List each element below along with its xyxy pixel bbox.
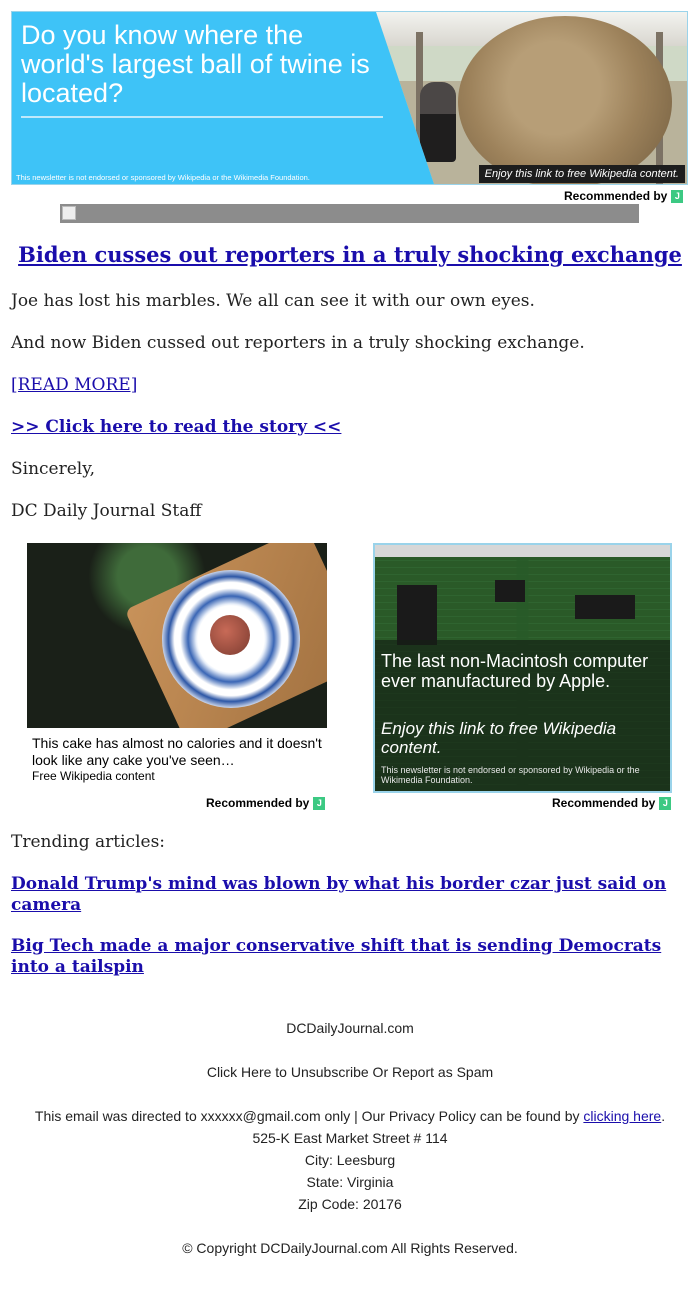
footer-state: State: Virginia	[306, 1174, 394, 1190]
recommended-card-cake[interactable]	[27, 543, 327, 783]
recommended-by-top[interactable]	[564, 189, 683, 203]
footer-city: City: Leesburg	[304, 1152, 396, 1168]
card-cake-source: Free Wikipedia content	[32, 769, 155, 783]
article-title-link[interactable]: Biden cusses out reporters in a truly shocking exchange	[18, 242, 682, 267]
card-apple-headline: The last non-Macintosh computer ever manufactured by Apple.	[381, 651, 649, 691]
broken-image-icon	[62, 206, 76, 220]
footer-zip: Zip Code: 20176	[298, 1196, 402, 1212]
ball-of-twine	[458, 16, 672, 185]
ad-disclaimer: This newsletter is not endorsed or sponsored by Wikipedia or the Wikimedia Foundation.	[16, 173, 310, 182]
recommended-by-left[interactable]	[206, 796, 325, 810]
ad-headline: Do you know where the world's largest ball of twine is located?	[21, 20, 370, 108]
click-here-link[interactable]: >> Click here to read the story <<	[11, 417, 342, 437]
recommended-label: Recommended by	[206, 796, 310, 810]
jeeng-logo-icon: J	[659, 797, 671, 810]
article-paragraph-2: And now Biden cussed out reporters in a truly shocking exchange.	[11, 333, 585, 353]
board-edge	[375, 545, 670, 557]
recommended-label: Recommended by	[552, 796, 656, 810]
ad-caption: Enjoy this link to free Wikipedia content.	[479, 165, 685, 183]
signature: DC Daily Journal Staff	[11, 501, 202, 521]
card-cake-title: This cake has almost no calories and it doesn't look like any cake you've seen…	[32, 735, 322, 768]
footer-address: 525-K East Market Street # 114	[252, 1130, 448, 1146]
chip	[397, 585, 437, 645]
footer-directed	[0, 1108, 700, 1124]
card-apple-caption: Enjoy this link to free Wikipedia content.	[381, 719, 617, 757]
unsubscribe-link[interactable]: Click Here to Unsubscribe Or Report as Spam	[206, 1064, 494, 1080]
recommended-label: Recommended by	[564, 189, 668, 203]
jeeng-logo-icon: J	[313, 797, 325, 810]
visitors	[420, 82, 456, 162]
banner-image-placeholder[interactable]	[60, 204, 639, 223]
top-banner-ad[interactable]	[11, 11, 688, 185]
recommended-card-apple[interactable]	[373, 543, 672, 793]
cake-photo	[27, 543, 327, 728]
chip	[575, 595, 635, 619]
footer-period: .	[661, 1108, 666, 1124]
ad-divider	[21, 116, 383, 118]
footer-site: DCDailyJournal.com	[286, 1020, 414, 1036]
trending-label: Trending articles:	[11, 832, 166, 852]
footer-directed-text: This email was directed to xxxxxx@gmail.com only | Our Privacy Policy can be found by	[34, 1108, 580, 1124]
footer-copyright: © Copyright DCDailyJournal.com All Rights Reserved.	[182, 1240, 518, 1256]
recommended-by-right[interactable]	[552, 796, 671, 810]
sign-off: Sincerely,	[11, 459, 95, 479]
jeeng-logo-icon: J	[671, 190, 683, 203]
article-paragraph-1: Joe has lost his marbles. We all can see it with our own eyes.	[11, 291, 535, 311]
trending-link-1[interactable]: Donald Trump's mind was blown by what his border czar just said on camera	[11, 874, 667, 915]
card-apple-disclaimer: This newsletter is not endorsed or sponsored by Wikipedia or the Wikimedia Foundation.	[381, 765, 640, 785]
dessert	[210, 615, 250, 655]
chip	[495, 580, 525, 602]
privacy-policy-link[interactable]: clicking here	[583, 1108, 662, 1124]
read-more-link[interactable]: [READ MORE]	[11, 375, 138, 395]
trending-link-2[interactable]: Big Tech made a major conservative shift that is sending Democrats into a tailspin	[11, 936, 662, 977]
